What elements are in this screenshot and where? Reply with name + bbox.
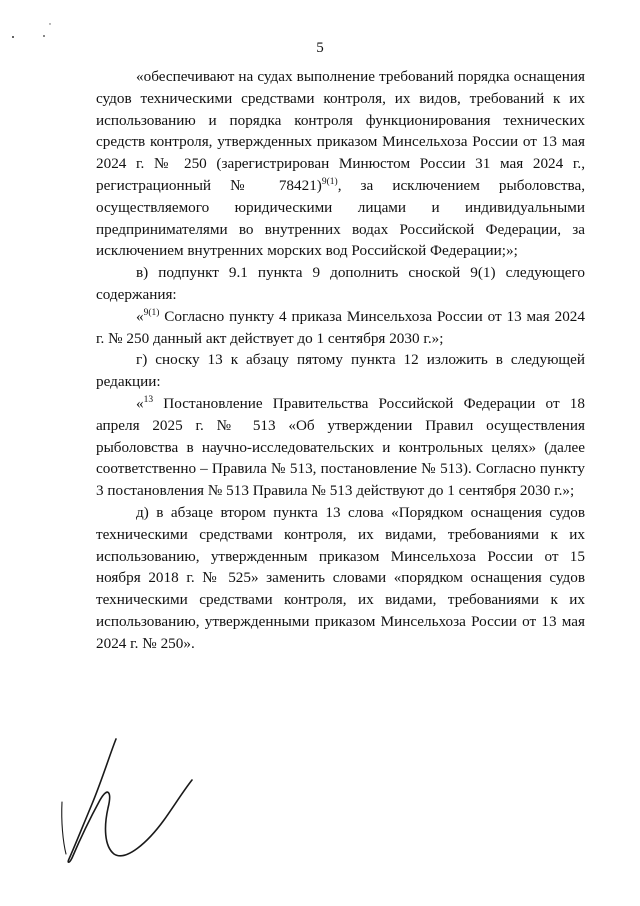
paragraph-item-d: д) в абзаце втором пункта 13 слова «Порядком оснащения судов техническими средствами контроля, их видами, требованиями к их использованию, утвержденным приказом Минсельхоза России от 15 ноября 2018 г. № 525» заменить словами «порядком оснащения судов техническими средствами контроля, их видами, требованиями к их использованию, утвержденными приказом Минсельхоза России от 13 мая 2024 г. № 250».	[96, 503, 585, 652]
footnote-mark-13: 13	[143, 394, 154, 405]
footnote-ref-9-1: 9(1)	[321, 176, 338, 187]
handwritten-signature	[52, 732, 202, 872]
footnote-mark-9-1: 9(1)	[143, 307, 160, 318]
paragraph-footnote-9-1: «$^{9(1)}$ Согласно пункту 4 приказа Минсельхоза России от 13 мая 2024 г. № 250 данный акт действует до 1 сентября 2030 г.»;	[96, 307, 585, 347]
page-number: 5	[316, 40, 324, 56]
paragraph-item-v: в) подпункт 9.1 пункта 9 дополнить сноской 9(1) следующего содержания:	[96, 264, 585, 303]
paragraph-quoted-requirement: «обеспечивают на судах выполнение требований порядка оснащения судов техническими средствами контроля, их видов, требований к их использованию и порядка контроля функционирования технических средств контроля, утвержденных приказом Минсельхоза России от 13 мая 2024 г. № 250 (зарегистрирован Минюстом России 31 мая 2024 г., регистрационный № 78421)$^{9(1)}$, за исключением рыболовства, осуществляемого юридическими лицами и индивидуальными предпринимателями во внутренних водах Российской Федерации, за исключением внутренних морских вод Российской Федерации;»;	[96, 68, 585, 260]
paragraph-item-g: г) сноску 13 к абзацу пятому пункта 12 изложить в следующей редакции:	[96, 351, 585, 391]
document-body	[96, 66, 585, 655]
paragraph-footnote-13: «$^{13}$ Постановление Правительства Российской Федерации от 18 апреля 2025 г. № 513 «Об утверждении Правил осуществления рыболовства в научно-исследовательских и контрольных целях» (далее соответственно – Правила № 513, постановление № 513). Согласно пункту 3 постановления № 513 Правила № 513 действуют до 1 сентября 2030 г.»;	[96, 394, 585, 500]
